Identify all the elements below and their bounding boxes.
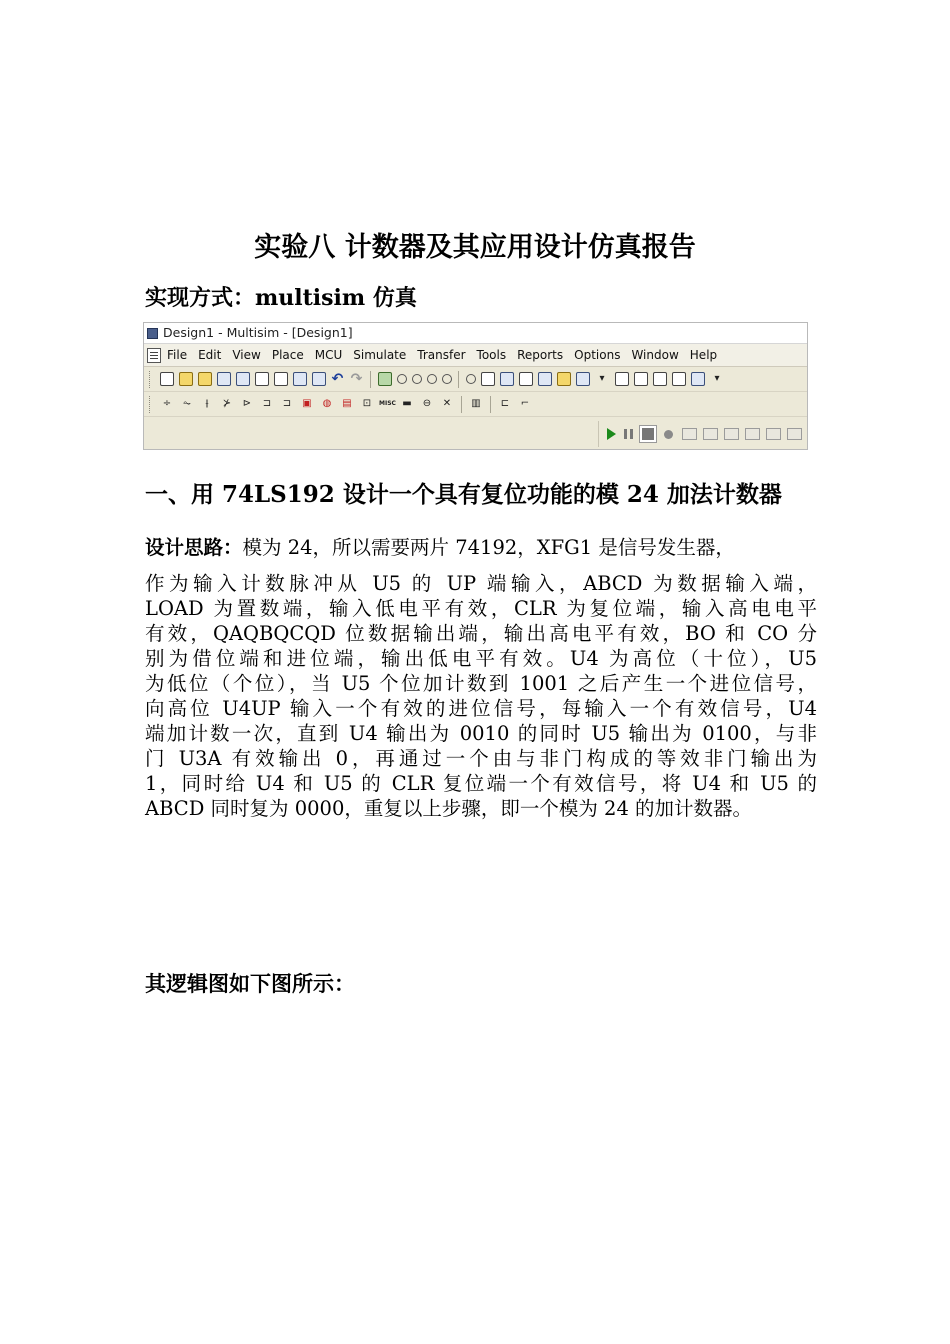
remove-breakpoints-icon[interactable] — [787, 428, 802, 440]
menu-window[interactable]: Window — [631, 348, 679, 362]
postprocessor-icon[interactable] — [615, 372, 629, 386]
toolbar-separator — [461, 396, 462, 413]
paragraph-line: 门 U3A 有效输出 0，再通过一个由与非门构成的等效非门输出为 — [145, 747, 817, 770]
document-menu-icon[interactable] — [147, 348, 161, 363]
source-component-icon[interactable]: ÷ — [162, 398, 172, 409]
ttl-component-icon[interactable]: ⊐ — [262, 398, 272, 409]
mixed-component-icon[interactable]: ◍ — [322, 398, 332, 409]
logic-diagram-caption: 其逻辑图如下图所示： — [145, 971, 355, 996]
stop-simulation-icon[interactable] — [640, 426, 656, 442]
find-icon[interactable] — [466, 374, 476, 384]
rf-component-icon[interactable]: ⊖ — [422, 398, 432, 409]
database-manager-icon[interactable] — [538, 372, 552, 386]
menu-tools[interactable]: Tools — [476, 348, 507, 362]
redo-icon[interactable]: ↷ — [350, 371, 363, 387]
open-folder-icon[interactable] — [179, 372, 193, 386]
print-icon[interactable] — [236, 372, 250, 386]
multisim-titlebar — [144, 323, 807, 344]
menu-edit[interactable]: Edit — [198, 348, 222, 362]
step-into-icon[interactable] — [682, 428, 697, 440]
zoom-out-icon[interactable] — [412, 374, 422, 384]
diode-component-icon[interactable]: ⫲ — [205, 398, 209, 409]
simulation-controls — [598, 421, 805, 447]
hierarchical-block-icon[interactable]: ⊏ — [500, 398, 510, 409]
run-simulation-icon[interactable] — [607, 428, 616, 440]
electromechanical-icon[interactable]: ✕ — [442, 398, 452, 409]
grid-view-icon[interactable] — [519, 372, 533, 386]
report-title: 实验八 计数器及其应用设计仿真报告 — [254, 232, 696, 263]
menu-view[interactable]: View — [232, 348, 261, 362]
power-component-icon[interactable]: ⊡ — [362, 398, 372, 409]
paragraph-line: LOAD 为置数端，输入低电平有效，CLR 为复位端，输入高电电平 — [145, 597, 817, 620]
menu-help[interactable]: Help — [689, 348, 718, 362]
bus-icon[interactable]: ⌐ — [520, 398, 530, 409]
misc-component-icon[interactable]: MISC — [379, 400, 396, 407]
spreadsheet-icon[interactable] — [481, 372, 495, 386]
indicator-component-icon[interactable]: ▤ — [342, 398, 352, 409]
step-over-icon[interactable] — [703, 428, 718, 440]
paragraph-line: ABCD 同时复为 0000，重复以上步骤，即一个模为 24 的加计数器。 — [145, 797, 753, 820]
menu-options[interactable]: Options — [574, 348, 621, 362]
menu-simulate[interactable]: Simulate — [353, 348, 407, 362]
transistor-component-icon[interactable]: ⊁ — [222, 398, 232, 409]
toolbar-grip[interactable] — [149, 396, 153, 413]
design-toolbox-icon[interactable] — [500, 372, 514, 386]
standard-toolbar — [144, 367, 807, 392]
design-idea-label: 设计思路： — [145, 536, 243, 559]
zoom-fit-icon[interactable] — [442, 374, 452, 384]
cmos-component-icon[interactable]: ⊐ — [282, 398, 292, 409]
basic-component-icon[interactable]: ⏦ — [182, 398, 192, 409]
paste-icon[interactable] — [312, 372, 326, 386]
component-wizard-icon[interactable] — [557, 372, 571, 386]
capture-screen-icon[interactable] — [653, 372, 667, 386]
paragraph-line: 1，同时给 U4 和 U5 的 CLR 复位端一个有效信号，将 U4 和 U5 的 — [145, 772, 817, 795]
mcu-component-icon[interactable]: ▥ — [471, 398, 481, 409]
simulation-toolbar — [144, 417, 807, 450]
electrical-rules-icon[interactable] — [634, 372, 648, 386]
toggle-breakpoint-icon[interactable] — [766, 428, 781, 440]
print-preview-icon[interactable] — [255, 372, 269, 386]
dropdown-arrow-icon[interactable]: ▾ — [599, 373, 605, 384]
multisim-screenshot — [143, 322, 808, 450]
toolbar-grip[interactable] — [149, 371, 153, 388]
copy-icon[interactable] — [293, 372, 307, 386]
cut-icon[interactable] — [274, 372, 288, 386]
toolbar-separator — [370, 371, 371, 388]
menu-mcu[interactable]: MCU — [314, 348, 343, 362]
paragraph-line: 为低位（个位），当 U5 个位加计数到 1001 之后产生一个进位信号， — [145, 672, 817, 695]
implementation-subtitle: 实现方式：multisim 仿真 — [145, 285, 417, 311]
toolbar-separator — [458, 371, 459, 388]
section-heading: 一、用 74LS192 设计一个具有复位功能的模 24 加法计数器 — [145, 481, 782, 508]
multisim-app-icon — [147, 328, 158, 339]
forward-annotate-icon[interactable] — [691, 372, 705, 386]
grapher-icon[interactable] — [576, 372, 590, 386]
design-description — [145, 571, 817, 821]
window-title: Design1 - Multisim - [Design1] — [163, 325, 353, 340]
open-sample-icon[interactable] — [198, 372, 212, 386]
dropdown-arrow-icon[interactable]: ▾ — [714, 373, 720, 384]
save-icon[interactable] — [217, 372, 231, 386]
run-to-cursor-icon[interactable] — [745, 428, 760, 440]
design-idea-line — [145, 533, 735, 563]
components-toolbar — [144, 392, 807, 417]
paragraph-line: 有效，QAQBQCQD 位数据输出端，输出高电平有效，BO 和 CO 分 — [145, 622, 817, 645]
misc-digital-icon[interactable]: ▣ — [302, 398, 312, 409]
menu-transfer[interactable]: Transfer — [417, 348, 466, 362]
design-idea-first-text: 模为 24，所以需要两片 74192，XFG1 是信号发生器， — [242, 536, 735, 559]
menu-place[interactable]: Place — [271, 348, 304, 362]
breakpoint-icon[interactable] — [664, 430, 673, 439]
advanced-peripherals-icon[interactable]: ▬ — [402, 398, 412, 409]
menu-reports[interactable]: Reports — [517, 348, 564, 362]
toolbar-separator — [490, 396, 491, 413]
pause-simulation-icon[interactable] — [624, 429, 633, 439]
zoom-in-icon[interactable] — [397, 374, 407, 384]
analog-component-icon[interactable]: ⊳ — [242, 398, 252, 409]
zoom-area-icon[interactable] — [427, 374, 437, 384]
paragraph-line: 作为输入计数脉冲从 U5 的 UP 端输入，ABCD 为数据输入端， — [145, 572, 817, 595]
paragraph-line: 向高位 U4UP 输入一个有效的进位信号，每输入一个有效信号，U4 — [145, 697, 817, 720]
paragraph-line: 别为借位端和进位端，输出低电平有效。U4 为高位（十位），U5 — [145, 647, 817, 670]
full-screen-icon[interactable] — [378, 372, 392, 386]
menu-bar — [144, 344, 807, 367]
step-out-icon[interactable] — [724, 428, 739, 440]
back-annotate-icon[interactable] — [672, 372, 686, 386]
menu-file[interactable]: File — [167, 348, 188, 362]
undo-icon[interactable]: ↶ — [331, 371, 344, 387]
new-file-icon[interactable] — [160, 372, 174, 386]
paragraph-line: 端加计数一次，直到 U4 输出为 0010 的同时 U5 输出为 0100，与非 — [145, 722, 817, 745]
